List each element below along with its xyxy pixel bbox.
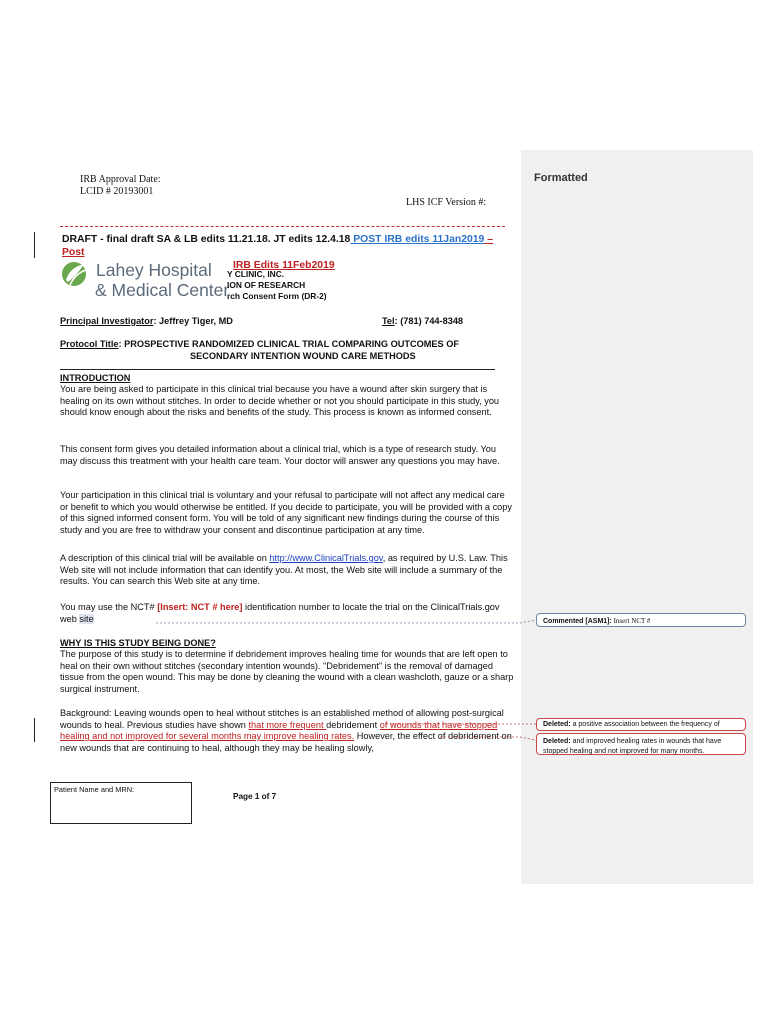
tel-value: : (781) 744-8348 [394, 316, 464, 326]
intro-paragraph-5 [60, 602, 515, 625]
logo-line-1: Lahey Hospital [96, 260, 212, 280]
change-bar [34, 232, 35, 258]
why-heading: WHY IS THIS STUDY BEING DONE? [60, 638, 216, 648]
markup-margin-pane [521, 150, 753, 884]
p2-text-a: Background: Leaving wounds open to heal without stitches is an established method of allowing post-surgical wounds to heal. Previous studies have shown [60, 708, 504, 730]
p2-text-c: However, the effect of debridement on new wounds that are continuing to heal, although they may be healing slowly, [60, 731, 512, 753]
commented-text-anchor[interactable]: site [79, 613, 94, 624]
why-paragraph-2 [60, 708, 515, 754]
intro-paragraph-3: Your participation in this clinical trial is voluntary and your refusal to participate will not affect any medical care or benefit to which you would otherwise be entitled. If you decide to participate, you will be provided with a copy of this signed informed consent form. You will be told of any significant new findings during the course of this study and you are free to withdraw your consent and discontinue participation at any time. [60, 490, 512, 535]
clinicaltrials-link[interactable]: http://www.ClinicalTrials.gov [269, 553, 383, 563]
patient-name-mrn-box [50, 782, 192, 824]
irb-approval-date: IRB Approval Date: [80, 174, 161, 185]
draft-insert-blue: POST IRB edits 11Jan2019 [350, 234, 485, 245]
p4-text-b: , as required by U.S. Law. This Web site will not include information that can identify you. At most, the Web site will include a summary of the results. You can search this Web site at any time. [60, 553, 508, 586]
patient-label: Patient Name and MRN: [54, 785, 135, 794]
lcid-number: LCID # 20193001 [80, 186, 154, 197]
page-number: Page 1 of 7 [233, 792, 277, 801]
clinic-line-1: Y CLINIC, INC. [227, 269, 285, 279]
protocol-title [60, 338, 500, 362]
clinic-heading [227, 269, 327, 302]
section-rule [60, 369, 495, 370]
intro-paragraph-4 [60, 553, 515, 588]
p4-text-a: A description of this clinical trial will be available on [60, 553, 270, 563]
investigator-name: : Jeffrey Tiger, MD [153, 316, 233, 326]
margin-heading: Formatted [534, 172, 588, 184]
tel-label: Tel [382, 316, 395, 326]
investigator-label: Principal Investigator [60, 316, 154, 326]
deleted-bubble-1[interactable] [536, 718, 746, 731]
comment-bubble[interactable] [536, 613, 746, 627]
revision-divider [60, 226, 505, 227]
deleted-label-1: Deleted: [543, 721, 571, 728]
protocol-line-1: : PROSPECTIVE RANDOMIZED CLINICAL TRIAL COMPARING OUTCOMES OF [118, 339, 459, 349]
deleted-label-2: Deleted: [543, 738, 571, 745]
clinic-line-2: ION OF RESEARCH [227, 280, 306, 290]
comment-label: Commented [ASM1]: [543, 618, 612, 625]
inserted-text-2[interactable]: of wounds that have stopped healing and not improved for several months may improve healing rates. [60, 719, 498, 741]
change-bar [34, 718, 35, 742]
lhs-icf-version: LHS ICF Version #: [406, 197, 487, 208]
deleted-text-1: a positive association between the frequency of [570, 721, 720, 728]
draft-base-text: DRAFT - final draft SA & LB edits 11.21.18. JT edits 12.4.18 [62, 234, 351, 245]
draft-insert-red-line2: IRB Edits 11Feb2019 [233, 260, 335, 271]
intro-heading: INTRODUCTION [60, 373, 131, 383]
deleted-text-2: and improved healing rates in wounds that have stopped healing and not improved for many months. [543, 738, 722, 755]
deleted-bubble-2[interactable] [536, 733, 746, 755]
p2-text-b: debridement [326, 719, 380, 730]
logo-line-2: & Medical Center [95, 280, 230, 300]
p5-text-b: identification number to locate the trial on the ClinicalTrials.gov web [60, 602, 500, 624]
why-paragraph-1: The purpose of this study is to determine if debridement improves healing time for wounds that are left open to heal on their own without stitches (secondary intention wounds). "Debridement" is the removal of damaged tissue from the open wound. This may be done by cleaning the wound with a clean washcloth, gauze or a sharp surgical instrument. [60, 649, 514, 694]
p5-text-a: You may use the NCT# [60, 602, 158, 612]
inserted-text-1[interactable]: that more frequent [248, 719, 327, 730]
draft-insert-red: – Post [62, 234, 494, 258]
intro-paragraph-1: You are being asked to participate in this clinical trial because you have a wound after skin surgery that is healing on its own without stitches. In order to decide whether or not you should participate in this study, you should know enough about the risks and benefits of the study. This process is known as informed consent. [60, 384, 500, 417]
investigator-row [60, 316, 500, 326]
intro-paragraph-2: This consent form gives you detailed information about a clinical trial, which is a type of research study. You may discuss this treatment with your health care team. Your doctor will answer any questions you may have. [60, 444, 500, 466]
clinic-line-3: rch Consent Form (DR-2) [227, 291, 327, 301]
protocol-line-2: SECONDARY INTENTION WOUND CARE METHODS [190, 351, 416, 361]
protocol-label: Protocol Title [60, 339, 119, 349]
comment-text: Insert NCT # [611, 617, 651, 625]
logo-wordmark [96, 260, 229, 300]
nct-insert-placeholder[interactable]: [Insert: NCT # here] [157, 602, 243, 612]
